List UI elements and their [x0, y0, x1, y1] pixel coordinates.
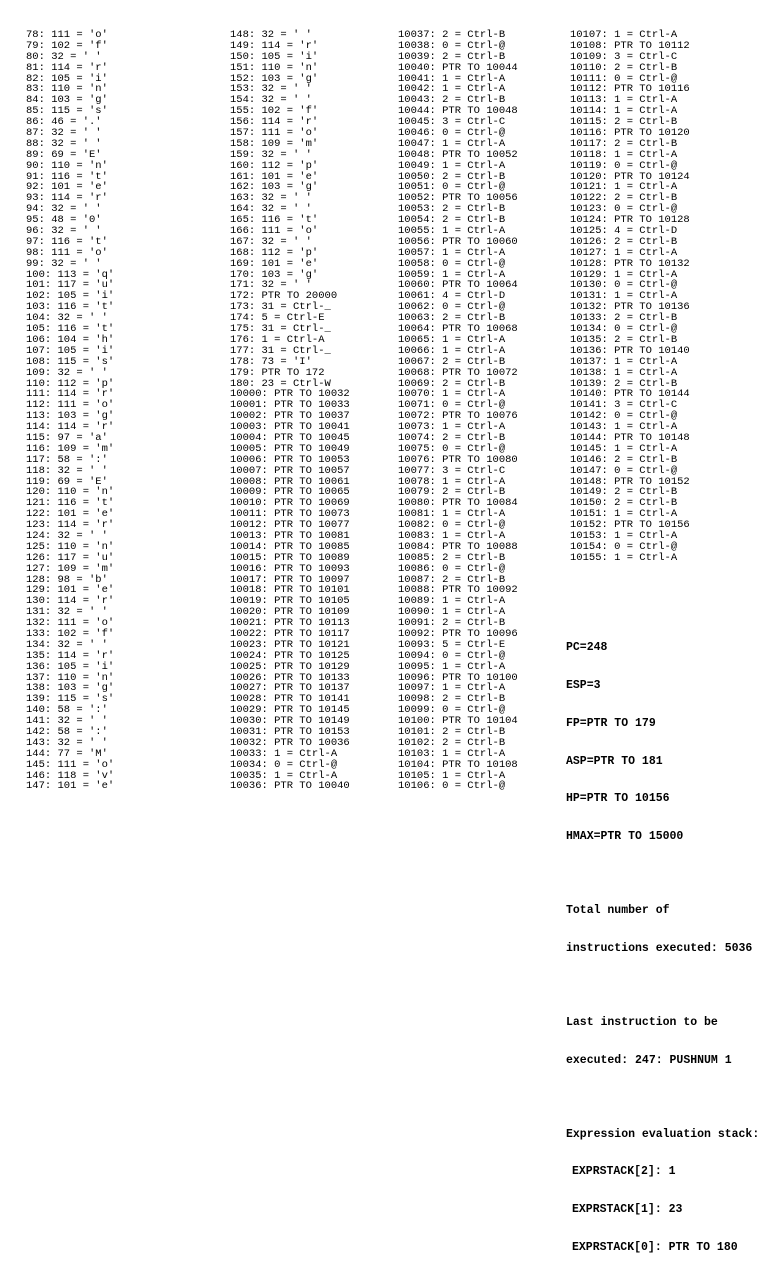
memory-cell: 132: 111 = 'o' — [26, 617, 115, 630]
memory-cell: 106: 104 = 'h' — [26, 333, 115, 346]
memory-cell: 10104: PTR TO 10108 — [398, 758, 518, 771]
memory-cell: 10145: 1 = Ctrl-A — [570, 442, 678, 455]
expression-stack-item: EXPRSTACK[1]: 23 — [572, 1203, 683, 1217]
memory-cell: 121: 116 = 't' — [26, 497, 115, 510]
memory-cell: 10152: PTR TO 10156 — [570, 519, 690, 532]
memory-cell: 88: 32 = ' ' — [26, 137, 102, 150]
memory-cell: 10028: PTR TO 10141 — [230, 693, 350, 706]
memory-cell: 107: 105 = 'i' — [26, 344, 115, 357]
total-instructions-value: instructions executed: 5036 — [566, 941, 753, 955]
memory-cell: 130: 114 = 'r' — [26, 595, 115, 608]
memory-cell: 10044: PTR TO 10048 — [398, 105, 518, 118]
spacer — [566, 1092, 776, 1103]
memory-cell: 10010: PTR TO 10069 — [230, 497, 350, 510]
memory-cell: 10011: PTR TO 10073 — [230, 508, 350, 521]
memory-cell: 10057: 1 = Ctrl-A — [398, 246, 506, 259]
memory-cell: 10102: 2 = Ctrl-B — [398, 736, 506, 749]
memory-cell: 168: 112 = 'p' — [230, 246, 319, 259]
memory-cell: 79: 102 = 'f' — [26, 39, 108, 52]
memory-cell: 10128: PTR TO 10132 — [570, 257, 690, 270]
memory-cell: 92: 101 = 'e' — [26, 181, 108, 194]
memory-cell: 180: 23 = Ctrl-W — [230, 377, 331, 390]
register-esp: ESP=3 — [566, 678, 601, 692]
total-instructions-label: Total number of — [566, 904, 670, 918]
memory-cell: 10004: PTR TO 10045 — [230, 431, 350, 444]
memory-cell: 10138: 1 = Ctrl-A — [570, 366, 678, 379]
memory-cell: 10112: PTR TO 10116 — [570, 83, 690, 96]
memory-cell: 10140: PTR TO 10144 — [570, 388, 690, 401]
memory-cell: 78: 111 = 'o' — [26, 29, 108, 41]
memory-cell: 10141: 3 = Ctrl-C — [570, 399, 678, 412]
memory-cell: 147: 101 = 'e' — [26, 780, 115, 793]
memory-cell: 10050: 2 = Ctrl-B — [398, 170, 506, 183]
memory-cell: 10003: PTR TO 10041 — [230, 421, 350, 434]
memory-cell: 10122: 2 = Ctrl-B — [570, 192, 678, 205]
memory-cell: 149: 114 = 'r' — [230, 39, 319, 52]
memory-cell: 10081: 1 = Ctrl-A — [398, 508, 506, 521]
memory-cell: 10027: PTR TO 10137 — [230, 682, 350, 695]
memory-cell: 148: 32 = ' ' — [230, 29, 312, 41]
memory-cell: 10053: 2 = Ctrl-B — [398, 203, 506, 216]
memory-cell: 144: 77 = 'M' — [26, 747, 108, 760]
memory-cell: 119: 69 = 'E' — [26, 475, 108, 488]
memory-cell: 10084: PTR TO 10088 — [398, 540, 518, 553]
memory-cell: 87: 32 = ' ' — [26, 127, 102, 140]
memory-cell: 10002: PTR TO 10037 — [230, 410, 350, 423]
memory-cell: 10036: PTR TO 10040 — [230, 780, 350, 793]
memory-cell: 10086: 0 = Ctrl-@ — [398, 562, 506, 575]
memory-cell: 10096: PTR TO 10100 — [398, 671, 518, 684]
memory-cell: 10090: 1 = Ctrl-A — [398, 606, 506, 619]
memory-cell: 10067: 2 = Ctrl-B — [398, 355, 506, 368]
memory-cell: 86: 46 = '.' — [26, 116, 102, 129]
memory-cell: 81: 114 = 'r' — [26, 61, 108, 74]
memory-cell: 10061: 4 = Ctrl-D — [398, 290, 506, 303]
memory-cell: 84: 103 = 'g' — [26, 94, 108, 107]
memory-cell: 103: 116 = 't' — [26, 301, 115, 314]
memory-cell: 10072: PTR TO 10076 — [398, 410, 518, 423]
memory-cell: 131: 32 = ' ' — [26, 606, 108, 619]
memory-cell: 10075: 0 = Ctrl-@ — [398, 442, 506, 455]
memory-cell: 10073: 1 = Ctrl-A — [398, 421, 506, 434]
memory-cell: 10013: PTR TO 10081 — [230, 529, 350, 542]
memory-cell: 10058: 0 = Ctrl-@ — [398, 257, 506, 270]
memory-cell: 173: 31 = Ctrl-_ — [230, 301, 331, 314]
memory-cell: 10007: PTR TO 10057 — [230, 464, 350, 477]
memory-cell: 10041: 1 = Ctrl-A — [398, 72, 506, 85]
memory-column-3 — [398, 30, 518, 792]
memory-cell: 139: 115 = 's' — [26, 693, 115, 706]
memory-cell: 10119: 0 = Ctrl-@ — [570, 159, 678, 172]
memory-cell: 10045: 3 = Ctrl-C — [398, 116, 506, 129]
memory-cell: 10070: 1 = Ctrl-A — [398, 388, 506, 401]
memory-cell: 154: 32 = ' ' — [230, 94, 312, 107]
memory-cell: 10016: PTR TO 10093 — [230, 562, 350, 575]
memory-cell: 10068: PTR TO 10072 — [398, 366, 518, 379]
memory-cell: 10033: 1 = Ctrl-A — [230, 747, 338, 760]
memory-cell: 10015: PTR TO 10089 — [230, 551, 350, 564]
memory-cell: 10019: PTR TO 10105 — [230, 595, 350, 608]
memory-cell: 133: 102 = 'f' — [26, 627, 115, 640]
expression-stack-item: EXPRSTACK[2]: 1 — [572, 1165, 676, 1179]
memory-cell: 150: 105 = 'i' — [230, 50, 319, 63]
memory-cell: 10136: PTR TO 10140 — [570, 344, 690, 357]
memory-cell: 10008: PTR TO 10061 — [230, 475, 350, 488]
memory-cell: 10124: PTR TO 10128 — [570, 214, 690, 227]
memory-cell: 160: 112 = 'p' — [230, 159, 319, 172]
memory-cell: 10077: 3 = Ctrl-C — [398, 464, 506, 477]
memory-cell: 10034: 0 = Ctrl-@ — [230, 758, 338, 771]
memory-cell: 101: 117 = 'u' — [26, 279, 115, 292]
memory-cell: 10132: PTR TO 10136 — [570, 301, 690, 314]
memory-cell: 98: 111 = 'o' — [26, 246, 108, 259]
memory-cell: 10097: 1 = Ctrl-A — [398, 682, 506, 695]
memory-cell: 10014: PTR TO 10085 — [230, 540, 350, 553]
memory-cell: 10046: 0 = Ctrl-@ — [398, 127, 506, 140]
memory-cell: 112: 111 = 'o' — [26, 399, 115, 412]
register-hp: HP=PTR TO 10156 — [566, 792, 670, 806]
memory-cell: 10129: 1 = Ctrl-A — [570, 268, 678, 281]
memory-cell: 10148: PTR TO 10152 — [570, 475, 690, 488]
memory-cell: 10144: PTR TO 10148 — [570, 431, 690, 444]
memory-cell: 10120: PTR TO 10124 — [570, 170, 690, 183]
memory-cell: 146: 118 = 'v' — [26, 769, 115, 782]
memory-cell: 10087: 2 = Ctrl-B — [398, 573, 506, 586]
memory-cell: 10040: PTR TO 10044 — [398, 61, 518, 74]
memory-cell: 10062: 0 = Ctrl-@ — [398, 301, 506, 314]
memory-cell: 10093: 5 = Ctrl-E — [398, 638, 506, 651]
memory-cell: 97: 116 = 't' — [26, 235, 108, 248]
memory-cell: 127: 109 = 'm' — [26, 562, 115, 575]
memory-cell: 10085: 2 = Ctrl-B — [398, 551, 506, 564]
memory-cell: 10025: PTR TO 10129 — [230, 660, 350, 673]
memory-cell: 10147: 0 = Ctrl-@ — [570, 464, 678, 477]
memory-cell: 129: 101 = 'e' — [26, 584, 115, 597]
memory-cell: 10091: 2 = Ctrl-B — [398, 617, 506, 630]
memory-cell: 10099: 0 = Ctrl-@ — [398, 704, 506, 717]
memory-cell: 90: 110 = 'n' — [26, 159, 108, 172]
memory-cell: 10117: 2 = Ctrl-B — [570, 137, 678, 150]
memory-cell: 161: 101 = 'e' — [230, 170, 319, 183]
memory-cell: 10088: PTR TO 10092 — [398, 584, 518, 597]
memory-cell: 10038: 0 = Ctrl-@ — [398, 39, 506, 52]
memory-cell: 10018: PTR TO 10101 — [230, 584, 350, 597]
memory-cell: 169: 101 = 'e' — [230, 257, 319, 270]
memory-cell: 10074: 2 = Ctrl-B — [398, 431, 506, 444]
memory-cell: 174: 5 = Ctrl-E — [230, 312, 325, 325]
register-hmax: HMAX=PTR TO 15000 — [566, 830, 684, 844]
memory-cell: 128: 98 = 'b' — [26, 573, 108, 586]
memory-cell: 141: 32 = ' ' — [26, 715, 108, 728]
memory-cell: 10031: PTR TO 10153 — [230, 726, 350, 738]
memory-cell: 10135: 2 = Ctrl-B — [570, 333, 678, 346]
memory-cell: 10114: 1 = Ctrl-A — [570, 105, 678, 118]
memory-cell: 96: 32 = ' ' — [26, 225, 102, 238]
memory-cell: 170: 103 = 'g' — [230, 268, 319, 281]
register-fp: FP=PTR TO 179 — [566, 716, 656, 730]
machine-status-panel — [566, 617, 776, 1267]
memory-cell: 10000: PTR TO 10032 — [230, 388, 350, 401]
memory-cell: 10108: PTR TO 10112 — [570, 39, 690, 52]
memory-cell: 125: 110 = 'n' — [26, 540, 115, 553]
memory-cell: 10103: 1 = Ctrl-A — [398, 747, 506, 760]
memory-cell: 10137: 1 = Ctrl-A — [570, 355, 678, 368]
memory-column-2 — [230, 30, 350, 792]
memory-cell: 120: 110 = 'n' — [26, 486, 115, 499]
memory-cell: 10024: PTR TO 10125 — [230, 649, 350, 662]
memory-cell: 123: 114 = 'r' — [26, 519, 115, 532]
memory-cell: 176: 1 = Ctrl-A — [230, 333, 325, 346]
memory-cell: 172: PTR TO 20000 — [230, 290, 338, 303]
memory-cell: 10134: 0 = Ctrl-@ — [570, 323, 678, 336]
memory-cell: 10009: PTR TO 10065 — [230, 486, 350, 499]
memory-cell: 10071: 0 = Ctrl-@ — [398, 399, 506, 412]
memory-cell: 10083: 1 = Ctrl-A — [398, 529, 506, 542]
memory-cell: 110: 112 = 'p' — [26, 377, 115, 390]
memory-cell: 104: 32 = ' ' — [26, 312, 108, 325]
expression-stack-item: EXPRSTACK[0]: PTR TO 180 — [572, 1240, 738, 1254]
memory-cell: 10065: 1 = Ctrl-A — [398, 333, 506, 346]
memory-cell: 10153: 1 = Ctrl-A — [570, 529, 678, 542]
memory-cell: 163: 32 = ' ' — [230, 192, 312, 205]
memory-cell: 82: 105 = 'i' — [26, 72, 108, 85]
memory-cell: 116: 109 = 'm' — [26, 442, 115, 455]
memory-cell: 159: 32 = ' ' — [230, 148, 312, 161]
memory-cell: 10127: 1 = Ctrl-A — [570, 246, 678, 259]
memory-cell: 93: 114 = 'r' — [26, 192, 108, 205]
memory-cell: 124: 32 = ' ' — [26, 529, 108, 542]
memory-cell: 10030: PTR TO 10149 — [230, 715, 350, 728]
memory-cell: 10149: 2 = Ctrl-B — [570, 486, 678, 499]
memory-cell: 164: 32 = ' ' — [230, 203, 312, 216]
memory-cell: 10115: 2 = Ctrl-B — [570, 116, 678, 129]
memory-cell: 165: 116 = 't' — [230, 214, 319, 227]
memory-cell: 140: 58 = ':' — [26, 704, 108, 717]
memory-cell: 167: 32 = ' ' — [230, 235, 312, 248]
memory-cell: 10121: 1 = Ctrl-A — [570, 181, 678, 194]
memory-cell: 157: 111 = 'o' — [230, 127, 319, 140]
memory-cell: 10052: PTR TO 10056 — [398, 192, 518, 205]
memory-cell: 10063: 2 = Ctrl-B — [398, 312, 506, 325]
memory-cell: 10049: 1 = Ctrl-A — [398, 159, 506, 172]
memory-cell: 145: 111 = 'o' — [26, 758, 115, 771]
memory-cell: 10146: 2 = Ctrl-B — [570, 453, 678, 466]
memory-column-4 — [570, 30, 690, 564]
memory-cell: 10047: 1 = Ctrl-A — [398, 137, 506, 150]
memory-cell: 10143: 1 = Ctrl-A — [570, 421, 678, 434]
memory-cell: 151: 110 = 'n' — [230, 61, 319, 74]
memory-cell: 10082: 0 = Ctrl-@ — [398, 519, 506, 532]
memory-cell: 177: 31 = Ctrl-_ — [230, 344, 331, 357]
memory-cell: 10142: 0 = Ctrl-@ — [570, 410, 678, 423]
memory-cell: 108: 115 = 's' — [26, 355, 115, 368]
memory-cell: 95: 48 = '0' — [26, 214, 102, 227]
spacer — [566, 981, 776, 992]
memory-cell: 10105: 1 = Ctrl-A — [398, 769, 506, 782]
memory-cell: 10037: 2 = Ctrl-B — [398, 29, 506, 41]
memory-cell: 10035: 1 = Ctrl-A — [230, 769, 338, 782]
memory-cell: 10060: PTR TO 10064 — [398, 279, 518, 292]
memory-cell: 135: 114 = 'r' — [26, 649, 115, 662]
memory-cell: 10001: PTR TO 10033 — [230, 399, 350, 412]
memory-cell: 111: 114 = 'r' — [26, 388, 115, 401]
memory-cell: 10107: 1 = Ctrl-A — [570, 29, 678, 41]
memory-cell: 10126: 2 = Ctrl-B — [570, 235, 678, 248]
memory-cell: 10109: 3 = Ctrl-C — [570, 50, 678, 63]
memory-cell: 10012: PTR TO 10077 — [230, 519, 350, 532]
memory-cell: 10056: PTR TO 10060 — [398, 235, 518, 248]
last-instruction-label: Last instruction to be — [566, 1015, 718, 1029]
memory-cell: 152: 103 = 'g' — [230, 72, 319, 85]
memory-cell: 10066: 1 = Ctrl-A — [398, 344, 506, 357]
memory-cell: 102: 105 = 'i' — [26, 290, 115, 303]
memory-cell: 10020: PTR TO 10109 — [230, 606, 350, 619]
memory-cell: 158: 109 = 'm' — [230, 137, 319, 150]
register-pc: PC=248 — [566, 641, 608, 655]
memory-cell: 10032: PTR TO 10036 — [230, 736, 350, 749]
memory-cell: 10106: 0 = Ctrl-@ — [398, 780, 506, 793]
memory-cell: 10125: 4 = Ctrl-D — [570, 225, 678, 238]
memory-cell: 10095: 1 = Ctrl-A — [398, 660, 506, 673]
memory-cell: 143: 32 = ' ' — [26, 736, 108, 749]
memory-cell: 10021: PTR TO 10113 — [230, 617, 350, 630]
expression-stack-title: Expression evaluation stack: — [566, 1127, 760, 1141]
memory-cell: 175: 31 = Ctrl-_ — [230, 323, 331, 336]
memory-cell: 10043: 2 = Ctrl-B — [398, 94, 506, 107]
memory-cell: 166: 111 = 'o' — [230, 225, 319, 238]
memory-cell: 10064: PTR TO 10068 — [398, 323, 518, 336]
memory-cell: 10078: 1 = Ctrl-A — [398, 475, 506, 488]
memory-cell: 10017: PTR TO 10097 — [230, 573, 350, 586]
memory-cell: 10048: PTR TO 10052 — [398, 148, 518, 161]
memory-cell: 113: 103 = 'g' — [26, 410, 115, 423]
memory-cell: 80: 32 = ' ' — [26, 50, 102, 63]
memory-cell: 118: 32 = ' ' — [26, 464, 108, 477]
memory-cell: 10076: PTR TO 10080 — [398, 453, 518, 466]
memory-cell: 10069: 2 = Ctrl-B — [398, 377, 506, 390]
memory-cell: 10079: 2 = Ctrl-B — [398, 486, 506, 499]
memory-cell: 10118: 1 = Ctrl-A — [570, 148, 678, 161]
memory-cell: 10055: 1 = Ctrl-A — [398, 225, 506, 238]
memory-cell: 83: 110 = 'n' — [26, 83, 108, 96]
memory-cell: 10059: 1 = Ctrl-A — [398, 268, 506, 281]
memory-cell: 178: 73 = 'I' — [230, 355, 312, 368]
spacer — [566, 869, 776, 880]
memory-cell: 10110: 2 = Ctrl-B — [570, 61, 678, 74]
memory-cell: 155: 102 = 'f' — [230, 105, 319, 118]
memory-cell: 134: 32 = ' ' — [26, 638, 108, 651]
memory-cell: 10116: PTR TO 10120 — [570, 127, 690, 140]
memory-cell: 10042: 1 = Ctrl-A — [398, 83, 506, 96]
memory-cell: 10113: 1 = Ctrl-A — [570, 94, 678, 107]
memory-cell: 10150: 2 = Ctrl-B — [570, 497, 678, 510]
memory-cell: 10039: 2 = Ctrl-B — [398, 50, 506, 63]
memory-cell: 122: 101 = 'e' — [26, 508, 115, 521]
memory-cell: 85: 115 = 's' — [26, 105, 108, 118]
memory-cell: 10131: 1 = Ctrl-A — [570, 290, 678, 303]
memory-cell: 114: 114 = 'r' — [26, 421, 115, 434]
memory-cell: 10155: 1 = Ctrl-A — [570, 551, 678, 564]
memory-cell: 156: 114 = 'r' — [230, 116, 319, 129]
memory-cell: 10111: 0 = Ctrl-@ — [570, 72, 678, 85]
memory-cell: 94: 32 = ' ' — [26, 203, 102, 216]
memory-cell: 105: 116 = 't' — [26, 323, 115, 336]
memory-cell: 10139: 2 = Ctrl-B — [570, 377, 678, 390]
memory-cell: 10151: 1 = Ctrl-A — [570, 508, 678, 521]
memory-cell: 10123: 0 = Ctrl-@ — [570, 203, 678, 216]
memory-cell: 117: 58 = ':' — [26, 453, 108, 466]
memory-cell: 137: 110 = 'n' — [26, 671, 115, 684]
memory-cell: 10023: PTR TO 10121 — [230, 638, 350, 651]
last-instruction-value: executed: 247: PUSHNUM 1 — [566, 1053, 732, 1067]
memory-cell: 10101: 2 = Ctrl-B — [398, 726, 506, 738]
memory-cell: 10094: 0 = Ctrl-@ — [398, 649, 506, 662]
memory-cell: 162: 103 = 'g' — [230, 181, 319, 194]
memory-cell: 10080: PTR TO 10084 — [398, 497, 518, 510]
memory-cell: 10089: 1 = Ctrl-A — [398, 595, 506, 608]
memory-cell: 115: 97 = 'a' — [26, 431, 108, 444]
memory-column-1 — [26, 30, 114, 792]
register-asp: ASP=PTR TO 181 — [566, 754, 663, 768]
memory-cell: 179: PTR TO 172 — [230, 366, 325, 379]
memory-cell: 91: 116 = 't' — [26, 170, 108, 183]
memory-cell: 89: 69 = 'E' — [26, 148, 102, 161]
memory-cell: 10133: 2 = Ctrl-B — [570, 312, 678, 325]
memory-cell: 10098: 2 = Ctrl-B — [398, 693, 506, 706]
memory-cell: 138: 103 = 'g' — [26, 682, 115, 695]
memory-cell: 171: 32 = ' ' — [230, 279, 312, 292]
memory-cell: 10022: PTR TO 10117 — [230, 627, 350, 640]
memory-cell: 136: 105 = 'i' — [26, 660, 115, 673]
memory-cell: 10092: PTR TO 10096 — [398, 627, 518, 640]
memory-cell: 10005: PTR TO 10049 — [230, 442, 350, 455]
memory-cell: 10154: 0 = Ctrl-@ — [570, 540, 678, 553]
memory-cell: 10130: 0 = Ctrl-@ — [570, 279, 678, 292]
memory-cell: 10006: PTR TO 10053 — [230, 453, 350, 466]
memory-cell: 153: 32 = ' ' — [230, 83, 312, 96]
memory-cell: 10051: 0 = Ctrl-@ — [398, 181, 506, 194]
memory-cell: 100: 113 = 'q' — [26, 268, 115, 281]
memory-cell: 10026: PTR TO 10133 — [230, 671, 350, 684]
memory-cell: 126: 117 = 'u' — [26, 551, 115, 564]
memory-cell: 142: 58 = ':' — [26, 726, 108, 738]
memory-cell: 109: 32 = ' ' — [26, 366, 108, 379]
memory-cell: 10029: PTR TO 10145 — [230, 704, 350, 717]
memory-cell: 10100: PTR TO 10104 — [398, 715, 518, 728]
memory-cell: 10054: 2 = Ctrl-B — [398, 214, 506, 227]
memory-cell: 99: 32 = ' ' — [26, 257, 102, 270]
